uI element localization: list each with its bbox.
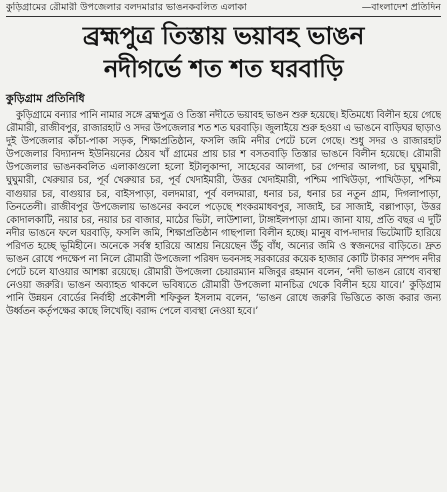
article-body: কুড়িগ্রামে বন্যার পানি নামার সঙ্গে ব্রহ্মপুত্র ও তিস্তা নদীতে ভয়াবহ ভাঙন শুরু হয়েছে। ইতিমধ্যে বিলীন হয়ে গেছে রৌমারী, রাজীবপুর, রাজারহাট ও সদর উপজেলার শত শত ঘরবাড়ি। জুলাইয়ে শুরু হওয়া এ ভাঙনে বাড়িঘর ছাড়াও দুই উপজেলার কাঁচা-পাকা সড়ক, শিক্ষাপ্রতিষ্ঠান, ফসলি জমি নদীর পেটে চলে গেছে। শুধু সদর ও রাজারহাট উপজেলার বিদ্যানন্দ ইউনিয়নের ঠেয়ব খাঁ গ্রামের প্রায় চার শ বসতবাড়ি তিস্তার ভাঙনে বিলীন হয়েছে। রৌমারী উপজেলার ভাঙনকবলিত এলাকাগুলো হলো ইটালুকান্দা, সাহেবের আলগা, চর গেন্দার আলগা, চর ঘুঘুমারী, ঘুঘুমারী, খেরুয়ার চর, পূর্ব খেরুয়ার চর, পূর্ব খেদাইমারী, উত্তর খেদাইমারী, পশ্চিম পাখিউড়া, পাখিউড়া, পশ্চিম বাগুয়ার চর, বাগুয়ার চর, বাইসপাড়া, বলদমারা, পূর্ব বলদমারা, ধনার চর, ধনার চর নতুন গ্রাম, দিগলাপাড়া, তিনতেলী। রাজীবপুর উপজেলায় ভাঙনের কবলে পড়েছে শংকরমাধবপুর, সাজাই, চর সাজাই, বল্লাপাড়া, উত্তর কোদালকাটি, নয়ার চর, নয়ার চর বাজার, মাঠের ভিটা, লাউশালা, টাঙ্গাইলপাড়া গ্রাম। জানা যায়, প্রতি বছর এ দুটি নদীর ভাঙনে ফলে ঘরবাড়ি, ফসলি জমি, শিক্ষাপ্রতিষ্ঠান গাছপালা বিলীন হচ্ছে। মানুষ বাপ-দাদার ভিটেমাটি হারিয়ে পরিণত হচ্ছে ভূমিহীনে। অনেকে সর্বস্ব হারিয়ে আশ্রয় নিয়েছেন উঁচু বাঁধ, অন্যের জমি ও স্বজনদের বাড়িতে। দ্রুত ভাঙন রোধে পদক্ষেপ না নিলে রৌমারী উপজেলা পরিষদ ভবনসহ সরকারের কয়েক হাজার কোটি টাকার সম্পদ নদীর পেটে চলে যাওয়ার আশঙ্কা রয়েছে। রৌমারী উপজেলা চেয়ারম্যান মজিবুর রহমান বলেন, ‘নদী ভাঙন রোধে ব্যবস্থা নেওয়া জরুরি। ভাঙন অব্যাহত থাকলে ভবিষ্যতে রৌমারী উপজেলা মানচিত্র থেকে বিলীন হয়ে যাবে।’ কুড়িগ্রাম পানি উন্নয়ন বোর্ডের নির্বাহী প্রকৌশলী শফিকুল ইসলাম বলেন, ‘ভাঙন রোধে জরুরি ভিত্তিতে কাজ করার জন্য উর্ধ্বতন কর্তৃপক্ষের কাছে লিখেছি। বরাদ্দ পেলে ব্যবস্থা নেওয়া হবে।’ — [6, 110, 441, 318]
caption-divider — [6, 16, 441, 17]
photo-caption-strip — [6, 2, 441, 15]
photo-source: —বাংলাদেশ প্রতিদিন — [361, 2, 441, 13]
headline-line-2: নদীগর্ভে শত শত ঘরবাড়ি — [103, 54, 344, 83]
headline-line-1: ব্রহ্মপুত্র তিস্তায় ভয়াবহ ভাঙন — [82, 21, 365, 50]
photo-caption: কুড়িগ্রামের রৌমারী উপজেলার বলদমারার ভাঙনকবলিত এলাকা — [6, 2, 247, 13]
byline: কুড়িগ্রাম প্রতিনিধি — [6, 92, 85, 105]
